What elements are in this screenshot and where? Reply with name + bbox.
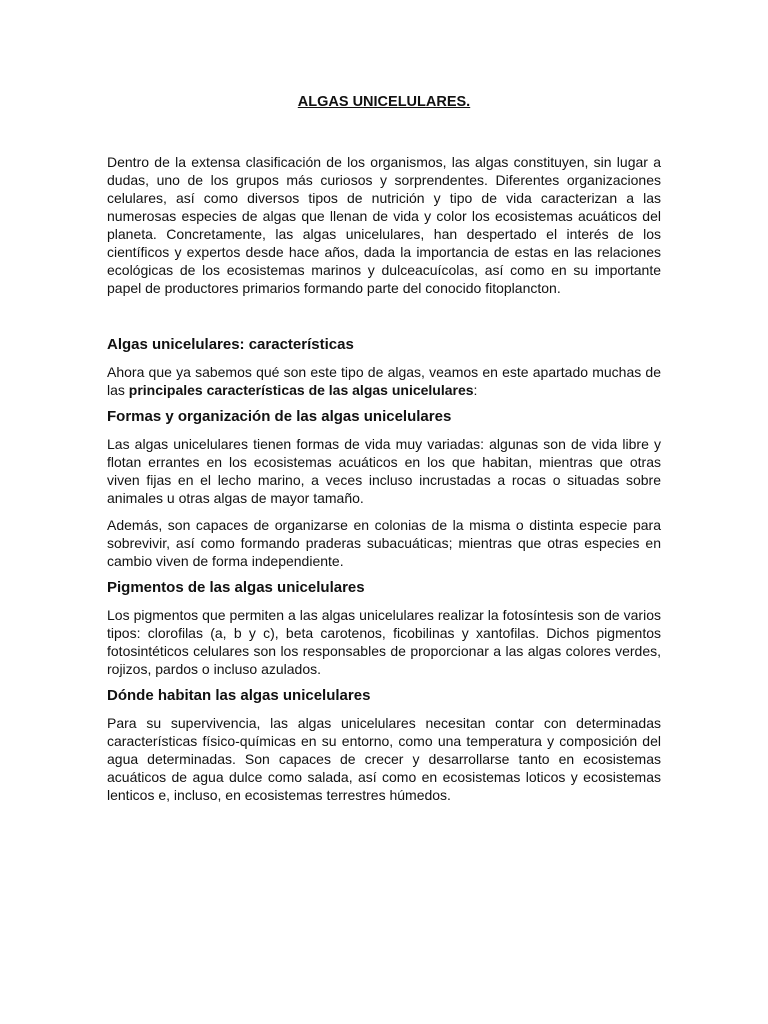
section-habitat bbox=[107, 686, 661, 804]
section-formas bbox=[107, 407, 661, 570]
bold-text: principales características de las algas unicelulares bbox=[128, 382, 474, 398]
section-heading: Dónde habitan las algas unicelulares bbox=[107, 687, 371, 704]
section-paragraph: Las algas unicelulares tienen formas de vida muy variadas: algunas son de vida libre y flotan errantes en los ecosistemas acuáticos en los que habitan, mientras que otras viven fijas en el lecho marino, a veces incluso incrustadas a rocas o situadas sobre animales u otras algas de mayor tamaño. bbox=[107, 436, 661, 506]
document-title: ALGAS UNICELULARES. bbox=[297, 94, 471, 110]
section-heading: Algas unicelulares: características bbox=[107, 336, 354, 353]
section-paragraph: Los pigmentos que permiten a las algas unicelulares realizar la fotosíntesis son de varios tipos: clorofilas (a, b y c), beta carotenos, ficobilinas y xantofilas. Dichos pigmentos fotosintéticos celulares son los responsables de proporcionar a las algas colores verdes, rojizos, pardos o incluso azulados. bbox=[107, 607, 661, 677]
section-heading: Pigmentos de las algas unicelulares bbox=[107, 579, 365, 596]
section-paragraph: Además, son capaces de organizarse en colonias de la misma o distinta especie para sobrevivir, así como formando praderas subacuáticas; mientras que otras especies en cambio viven de forma independiente. bbox=[107, 517, 661, 569]
section-pigmentos bbox=[107, 578, 661, 678]
intro-paragraph: Dentro de la extensa clasificación de los organismos, las algas constituyen, sin lugar a dudas, uno de los grupos más curiosos y sorprendentes. Diferentes organizaciones celulares, así como diversos tipos de nutrición y tipo de vida caracterizan a las numerosas especies de algas que llenan de vida y color los ecosistemas acuáticos del planeta. Concretamente, las algas unicelulares, han despertado el interés de los científicos y expertos desde hace años, dada la importancia de estas en las relaciones ecológicas de los ecosistemas marinos y dulceacuícolas, así como en su importante papel de productores primarios formando parte del conocido fitoplancton. bbox=[107, 154, 661, 296]
document-page bbox=[107, 93, 661, 812]
paragraph-text: : bbox=[473, 382, 478, 398]
section-heading: Formas y organización de las algas unicelulares bbox=[107, 408, 452, 425]
section-paragraph bbox=[107, 363, 661, 399]
paragraph-text: Ahora que ya sabemos qué son este tipo de algas, veamos en este apartado muchas de las bbox=[107, 364, 661, 398]
section-paragraph: Para su supervivencia, las algas unicelulares necesitan contar con determinadas características físico-químicas en su entorno, como una temperatura y composición del agua determinadas. Son capaces de crecer y desarrollarse tanto en ecosistemas acuáticos de agua dulce como salada, así como en ecosistemas loticos y ecosistemas lenticos e, incluso, en ecosistemas terrestres húmedos. bbox=[107, 715, 661, 803]
section-caracteristicas bbox=[107, 335, 661, 399]
